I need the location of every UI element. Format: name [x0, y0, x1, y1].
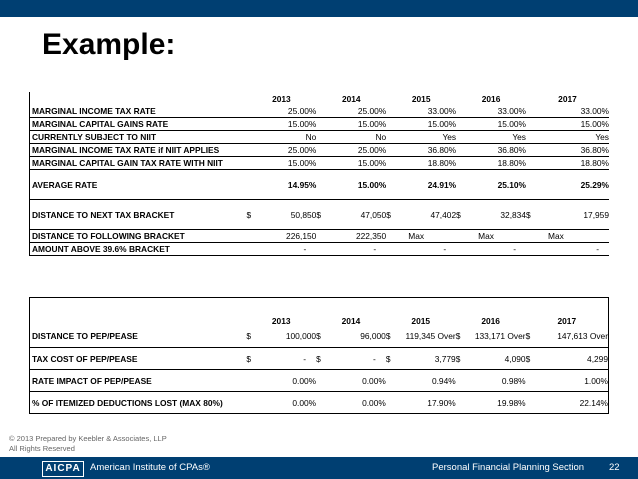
row-label: TAX COST OF PEP/PEASE	[30, 348, 247, 370]
table-cell: -	[328, 243, 386, 256]
table-cell: -	[398, 243, 456, 256]
table-cell: 96,000	[328, 326, 386, 348]
table-cell: 22.14%	[579, 397, 608, 408]
copyright-line: © 2013 Prepared by Keebler & Associates, LLP	[9, 434, 167, 443]
organization-name: American Institute of CPAs®	[90, 462, 210, 473]
table-cell: -	[258, 348, 316, 370]
currency-symbol: $	[316, 348, 328, 370]
table-cell: 14.95%	[258, 170, 316, 200]
table-row	[30, 392, 609, 414]
year-header: 2014	[341, 315, 361, 326]
currency-symbol: $	[316, 200, 328, 230]
year-header: 2014	[341, 93, 361, 104]
row-label: CURRENTLY SUBJECT TO NIIT	[30, 131, 247, 144]
currency-symbol: $	[246, 200, 258, 230]
year-header: 2017	[557, 315, 577, 326]
table-cell: No	[258, 131, 316, 144]
table-cell: 25.10%	[468, 170, 526, 200]
table-cell: 133,171 Over	[468, 326, 526, 348]
table-cell: 0.98%	[468, 370, 526, 392]
table-cell: 15.00%	[328, 157, 386, 170]
currency-symbol: $	[456, 200, 468, 230]
table-cell: 47,050	[328, 200, 386, 230]
row-label: DISTANCE TO FOLLOWING BRACKET	[30, 230, 247, 243]
tax-rates-table	[29, 92, 609, 256]
table-cell: -	[468, 243, 526, 256]
table-cell: 1.00%	[538, 370, 609, 392]
table-cell: 25.00%	[328, 105, 386, 118]
table-cell: No	[328, 131, 386, 144]
table-cell: 4,090	[468, 348, 526, 370]
year-header: 2013	[272, 93, 291, 104]
pep-pease-table	[29, 297, 609, 414]
currency-symbol: $	[246, 348, 258, 370]
table-row	[30, 105, 610, 118]
table-cell: 4,299	[538, 348, 609, 370]
table-cell: 32,834	[468, 200, 526, 230]
table-cell: 36.80%	[468, 144, 526, 157]
table-cell: 15.00%	[328, 170, 386, 200]
table-row	[30, 348, 609, 370]
table-cell: 36.80%	[538, 144, 609, 157]
table-row	[30, 230, 610, 243]
table-cell: 36.80%	[398, 144, 456, 157]
year-header: 2015	[411, 315, 431, 326]
table-row	[30, 131, 610, 144]
table-cell: 119,345 Over	[398, 326, 456, 348]
table-row	[30, 118, 610, 131]
table-cell: 15.00%	[258, 118, 316, 131]
table-row	[30, 200, 610, 230]
currency-symbol: $	[526, 326, 538, 348]
table-cell: Max	[386, 230, 456, 243]
row-label: DISTANCE TO PEP/PEASE	[30, 326, 247, 348]
table-cell: 33.00%	[538, 105, 609, 118]
table-cell: Yes	[468, 131, 526, 144]
table-cell: 0.00%	[362, 397, 386, 408]
table-row	[30, 170, 610, 200]
table-cell: 25.00%	[328, 144, 386, 157]
currency-symbol: $	[246, 326, 258, 348]
row-label: MARGINAL INCOME TAX RATE	[30, 105, 247, 118]
table-row	[30, 157, 610, 170]
aicpa-logo: AICPA	[42, 461, 84, 477]
table-cell: 0.00%	[328, 370, 386, 392]
currency-symbol: $	[456, 326, 468, 348]
table-cell: 3,779	[398, 348, 456, 370]
currency-symbol: $	[316, 326, 328, 348]
table-cell: 222,350	[328, 230, 386, 243]
row-label: MARGINAL CAPITAL GAIN TAX RATE WITH NIIT	[30, 157, 247, 170]
table-cell: 18.80%	[468, 157, 526, 170]
table-cell: 17,959	[538, 200, 609, 230]
row-label: % OF ITEMIZED DEDUCTIONS LOST (MAX 80%)	[32, 397, 223, 408]
table-cell: -	[258, 243, 316, 256]
top-bar	[0, 0, 638, 17]
table-header-row	[30, 92, 610, 105]
currency-symbol: $	[386, 200, 398, 230]
table-cell: -	[328, 348, 386, 370]
table-cell: 0.94%	[398, 370, 456, 392]
table-cell: Yes	[398, 131, 456, 144]
table-cell: 25.29%	[538, 170, 609, 200]
table-cell: 147,613 Over	[538, 326, 609, 348]
table-cell: 50,850	[258, 200, 316, 230]
row-label: RATE IMPACT OF PEP/PEASE	[30, 370, 247, 392]
table-cell: 18.80%	[538, 157, 609, 170]
copyright-notice	[9, 434, 167, 454]
table-cell: 33.00%	[398, 105, 456, 118]
year-header: 2015	[411, 93, 431, 104]
year-header: 2016	[481, 93, 501, 104]
table-cell: 17.90%	[427, 397, 456, 408]
currency-symbol: $	[386, 326, 398, 348]
table-cell: 19.98%	[497, 397, 526, 408]
table-cell: 0.00%	[292, 397, 317, 408]
currency-symbol: $	[526, 200, 538, 230]
row-label: MARGINAL CAPITAL GAINS RATE	[30, 118, 247, 131]
table-cell: 18.80%	[398, 157, 456, 170]
row-label: AVERAGE RATE	[30, 170, 247, 200]
table-cell: 33.00%	[468, 105, 526, 118]
footer-bar	[0, 457, 638, 479]
table-cell: 15.00%	[538, 118, 609, 131]
table-cell: 15.00%	[328, 118, 386, 131]
page-number: 22	[609, 462, 620, 473]
year-header: 2016	[481, 315, 500, 326]
table-cell: 100,000	[258, 326, 316, 348]
currency-symbol: $	[386, 348, 398, 370]
table-cell: 0.00%	[258, 370, 316, 392]
table-cell: Max	[526, 230, 609, 243]
table-cell: 47,402	[398, 200, 456, 230]
table-cell: 25.00%	[258, 144, 316, 157]
row-label: AMOUNT ABOVE 39.6% BRACKET	[30, 243, 247, 256]
table-row	[30, 144, 610, 157]
table-cell: 15.00%	[468, 118, 526, 131]
year-header: 2013	[271, 315, 291, 326]
table-row	[30, 370, 609, 392]
table-cell: 25.00%	[258, 105, 316, 118]
table-cell: 15.00%	[398, 118, 456, 131]
rights-line: All Rights Reserved	[9, 444, 75, 453]
currency-symbol: $	[456, 348, 468, 370]
row-label: MARGINAL INCOME TAX RATE if NIIT APPLIES	[30, 144, 247, 157]
currency-symbol: $	[526, 348, 538, 370]
table-cell: 15.00%	[258, 157, 316, 170]
table-cell: Max	[456, 230, 526, 243]
table-cell: Yes	[538, 131, 609, 144]
table-row	[30, 243, 610, 256]
table-header-row	[30, 298, 609, 326]
section-name: Personal Financial Planning Section	[432, 462, 585, 473]
year-header: 2017	[558, 93, 577, 104]
table-cell: -	[538, 243, 609, 256]
table-row	[30, 326, 609, 348]
row-label: DISTANCE TO NEXT TAX BRACKET	[30, 200, 247, 230]
table-cell: 226,150	[258, 230, 316, 243]
table-cell: 24.91%	[398, 170, 456, 200]
slide-title: Example:	[42, 28, 176, 61]
